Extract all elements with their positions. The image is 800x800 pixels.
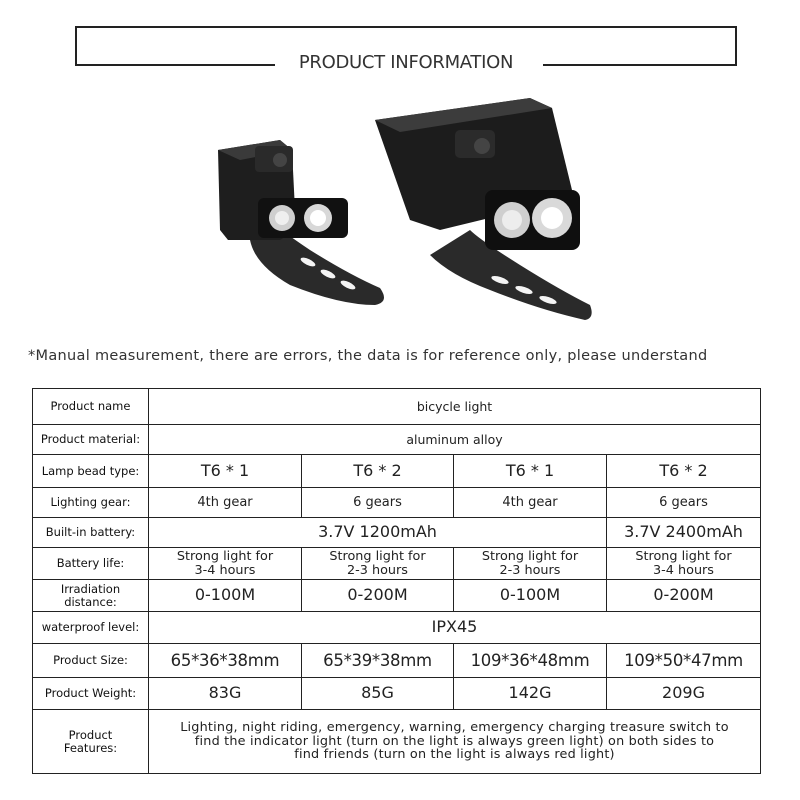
row-label-line: Product (68, 728, 113, 743)
table-row (33, 518, 761, 548)
irradiation-value: 0-100M (149, 580, 302, 612)
battery-life-line: 2-3 hours (499, 562, 561, 578)
irradiation-value: 0-100M (454, 580, 607, 612)
battery-life-value (149, 548, 302, 580)
row-label: Product Weight: (33, 678, 149, 710)
row-label: Lighting gear: (33, 488, 149, 518)
size-value: 65*36*38mm (149, 644, 302, 678)
battery-life-value (302, 548, 454, 580)
irradiation-value: 0-200M (302, 580, 454, 612)
row-label (33, 580, 149, 612)
size-value: 109*36*48mm (454, 644, 607, 678)
lighting-gear-value: 4th gear (149, 488, 302, 518)
battery-life-line: Strong light for (329, 549, 426, 565)
page-title: PRODUCT INFORMATION (75, 52, 737, 73)
row-label (33, 710, 149, 774)
table-row (33, 644, 761, 678)
large-lamp (375, 98, 592, 320)
row-label: Product material: (33, 425, 149, 455)
lamp-bead-value: T6 * 1 (454, 455, 607, 488)
disclaimer-note: *Manual measurement, there are errors, the data is for reference only, please understand (28, 348, 708, 364)
row-label: Battery life: (33, 548, 149, 580)
size-value: 109*50*47mm (607, 644, 761, 678)
battery-value: 3.7V 1200mAh (149, 518, 607, 548)
lamp-bead-value: T6 * 2 (302, 455, 454, 488)
table-row (33, 580, 761, 612)
battery-life-line: Strong light for (176, 549, 274, 565)
battery-life-line: Strong light for (635, 549, 732, 565)
features-value (149, 710, 761, 774)
table-row (33, 425, 761, 455)
row-label-line: distance: (64, 594, 117, 609)
table-row (33, 612, 761, 644)
lamp-bead-value: T6 * 1 (149, 455, 302, 488)
row-label-line: Irradiation (60, 582, 121, 597)
battery-life-line: 3-4 hours (194, 562, 256, 578)
irradiation-value: 0-200M (607, 580, 761, 612)
battery-life-line: Strong light for (481, 549, 579, 565)
lighting-gear-value: 6 gears (302, 488, 454, 518)
table-row (33, 678, 761, 710)
weight-value: 142G (454, 678, 607, 710)
battery-life-value (454, 548, 607, 580)
weight-value: 209G (607, 678, 761, 710)
battery-value: 3.7V 2400mAh (607, 518, 761, 548)
waterproof-value: IPX45 (149, 612, 761, 644)
row-label: waterproof level: (33, 612, 149, 644)
battery-life-line: 3-4 hours (653, 562, 714, 578)
row-label: Built-in battery: (33, 518, 149, 548)
table-row (33, 710, 761, 774)
battery-life-line: 2-3 hours (347, 562, 408, 578)
features-line: find the indicator light (turn on the light is always green light) on both sides to (194, 733, 715, 749)
lighting-gear-value: 4th gear (454, 488, 607, 518)
battery-life-value (607, 548, 761, 580)
spec-table (32, 388, 761, 774)
row-label: Lamp bead type: (33, 455, 149, 488)
table-row (33, 455, 761, 488)
product-name-value: bicycle light (149, 389, 761, 425)
size-value: 65*39*38mm (302, 644, 454, 678)
product-photo (200, 90, 600, 330)
table-row (33, 548, 761, 580)
header (75, 18, 737, 72)
features-line: find friends (turn on the light is always red light) (294, 747, 615, 763)
weight-value: 83G (149, 678, 302, 710)
weight-value: 85G (302, 678, 454, 710)
product-material-value: aluminum alloy (149, 425, 761, 455)
table-row (33, 389, 761, 425)
row-label: Product name (33, 389, 149, 425)
lamp-bead-value: T6 * 2 (607, 455, 761, 488)
row-label-line: Features: (63, 740, 118, 755)
row-label: Product Size: (33, 644, 149, 678)
lighting-gear-value: 6 gears (607, 488, 761, 518)
features-line: Lighting, night riding, emergency, warning, emergency charging treasure switch to (180, 720, 729, 736)
table-row (33, 488, 761, 518)
small-lamp (218, 140, 384, 305)
